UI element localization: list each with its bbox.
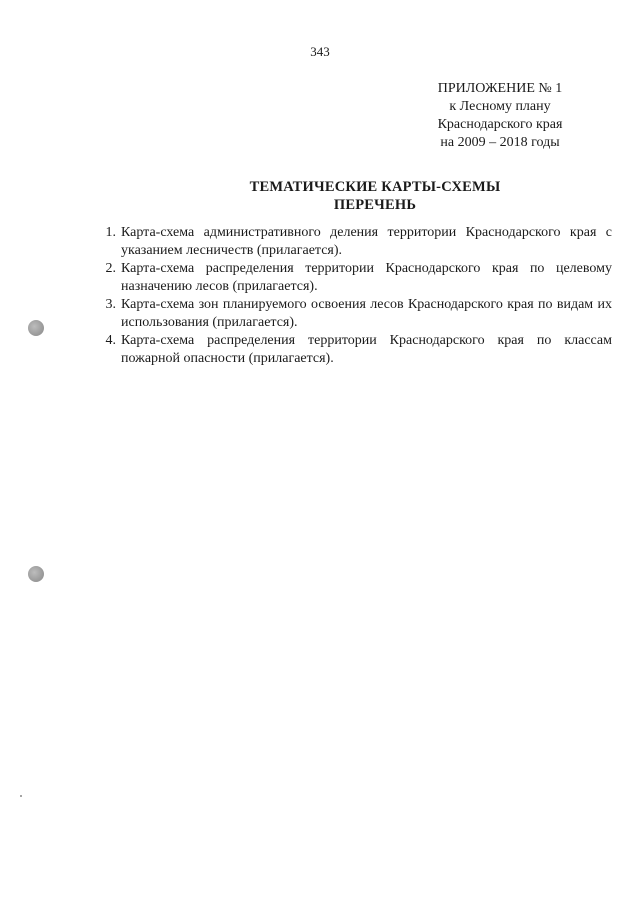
appendix-line-2: к Лесному плану xyxy=(449,99,551,114)
punch-hole-top xyxy=(28,320,44,336)
title-line-1: ТЕМАТИЧЕСКИЕ КАРТЫ-СХЕМЫ xyxy=(249,179,501,195)
maps-list xyxy=(92,224,612,368)
appendix-line-4: на 2009 – 2018 годы xyxy=(440,135,560,150)
list-item xyxy=(92,224,612,260)
list-item xyxy=(92,332,612,368)
title-line-2: ПЕРЕЧЕНЬ xyxy=(333,197,417,213)
list-item xyxy=(92,260,612,296)
list-item-text: Карта-схема зон планируемого освоения лесов Краснодарского края по видам их использования (прилагается). xyxy=(121,297,612,330)
scan-speck xyxy=(20,795,22,797)
document-title xyxy=(200,178,550,214)
list-item-text: Карта-схема распределения территории Краснодарского края по классам пожарной опасности (прилагается). xyxy=(121,333,612,366)
punch-hole-bottom xyxy=(28,566,44,582)
list-item-number: 3. xyxy=(105,297,116,312)
list-item-text: Карта-схема распределения территории Краснодарского края по целевому назначению лесов (прилагается). xyxy=(121,261,612,294)
list-item-text: Карта-схема административного деления территории Краснодарского края с указанием лесничеств (прилагается). xyxy=(121,225,612,258)
list-item-number: 1. xyxy=(105,225,116,240)
page-number: 343 xyxy=(310,44,330,59)
appendix-header xyxy=(400,80,600,152)
list-item xyxy=(92,296,612,332)
appendix-line-3: Краснодарского края xyxy=(437,117,563,132)
list-item-number: 2. xyxy=(105,261,116,276)
appendix-line-1: ПРИЛОЖЕНИЕ № 1 xyxy=(437,81,563,96)
list-item-number: 4. xyxy=(105,333,116,348)
